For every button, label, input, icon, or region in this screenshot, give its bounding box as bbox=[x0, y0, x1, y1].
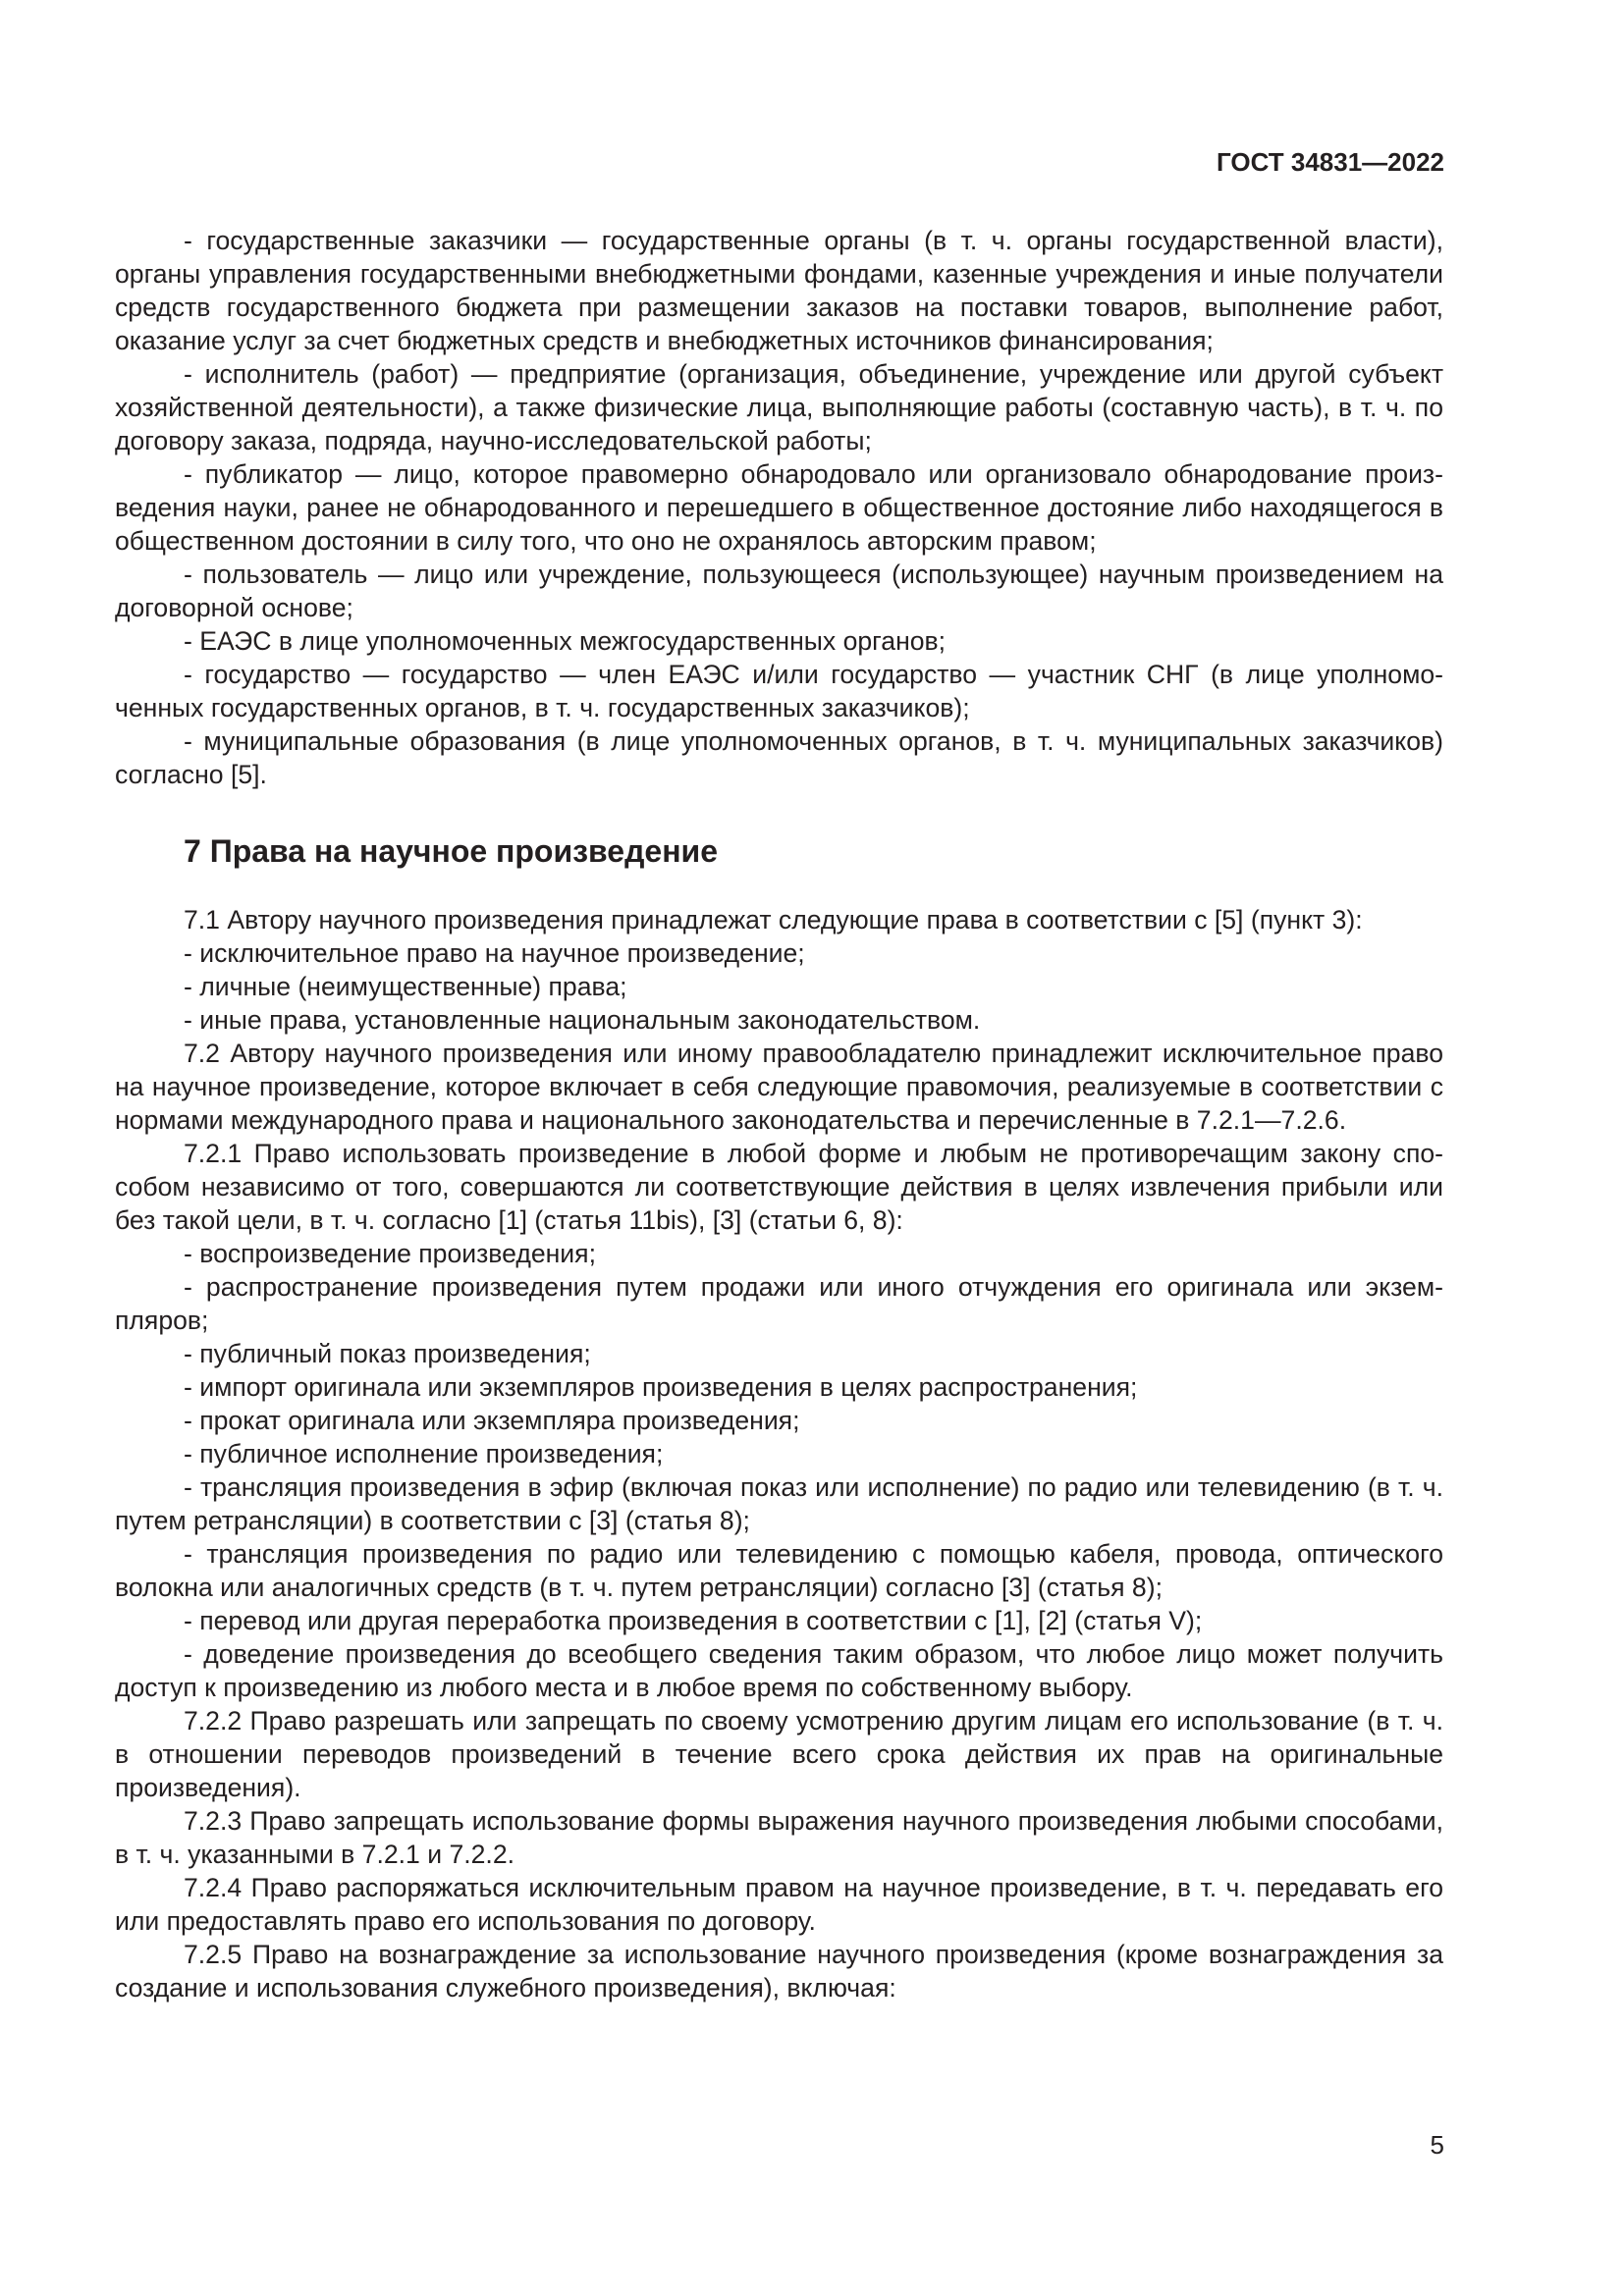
paragraph: - муниципальные образования (в лице уполномоченных органов, в т. ч. муниципальных заказчиков) согласно [5]. bbox=[115, 726, 1443, 789]
paragraph: 7.1 Автору научного произведения принадлежат следующие права в соответствии с [5] (пункт 3): bbox=[184, 905, 1363, 934]
paragraph: - трансляция произведения по радио или телевидению с помощью кабеля, провода, оптического волокна или аналогичных средств (в т. ч. путем ретрансляции) согласно [3] (статья 8); bbox=[115, 1539, 1443, 1602]
paragraph: 7.2.5 Право на вознаграждение за использование научного произведения (кроме вознаграждения за создание и использования служебного произведения), включая: bbox=[115, 1940, 1443, 2002]
paragraph: - ЕАЭС в лице уполномоченных межгосударственных органов; bbox=[184, 626, 947, 656]
paragraph: - трансляция произведения в эфир (включая показ или исполнение) по радио или телевидению (в т. ч. путем ретрансляции) в соответствии с [3] (статья 8); bbox=[115, 1472, 1443, 1535]
paragraph: - пользователь — лицо или учреждение, пользующееся (использующее) научным произведением на договорной основе; bbox=[115, 560, 1443, 622]
paragraph: - распространение произведения путем продажи или иного отчуждения его оригинала или экземпляров; bbox=[115, 1272, 1443, 1335]
paragraph: - публичный показ произведения; bbox=[184, 1339, 591, 1368]
paragraph: - исключительное право на научное произведение; bbox=[184, 938, 805, 968]
paragraph: - прокат оригинала или экземпляра произведения; bbox=[184, 1406, 800, 1435]
document-header-id: ГОСТ 34831—2022 bbox=[1217, 147, 1444, 177]
paragraph: - публикатор — лицо, которое правомерно обнародовало или организовало обнародование произведения науки, ранее не обнародованного и перешедшего в общественное достояние либо находящегося в общественном достоянии в силу того, что оно не охранялось авторским правом; bbox=[115, 459, 1443, 556]
paragraph: - доведение произведения до всеобщего сведения таким образом, что любое лицо может получить доступ к произведению из любого места и в любое время по собственному выбору. bbox=[115, 1639, 1443, 1702]
paragraph: 7.2.4 Право распоряжаться исключительным правом на научное произведение, в т. ч. передавать его или предоставлять право его использования по договору. bbox=[115, 1873, 1443, 1936]
paragraph: - иные права, установленные национальным законодательством. bbox=[184, 1005, 981, 1035]
paragraph: 7.2.1 Право использовать произведение в любой форме и любым не противоречащим закону способом независимо от того, совершаются ли соответствующие действия в целях извлечения прибыли или без такой цели, в т. ч. согласно [1] (статья 11bis), [3] (статьи 6, 8): bbox=[115, 1139, 1443, 1235]
paragraph: - воспроизведение произведения; bbox=[184, 1239, 596, 1268]
document-body bbox=[115, 224, 1443, 2004]
paragraph: 7.2 Автору научного произведения или иному правообладателю принадлежит исключительное право на научное произведение, которое включает в себя следующие правомочия, реализуемые в соответствии с нормами международного права и национального законодательства и перечисленные в 7.2.1—7.2.6. bbox=[115, 1039, 1443, 1135]
page-number: 5 bbox=[1430, 2130, 1444, 2160]
paragraph: - перевод или другая переработка произведения в соответствии с [1], [2] (статья V); bbox=[184, 1606, 1203, 1635]
paragraph: - государство — государство — член ЕАЭС и/или государство — участник СНГ (в лице уполномоченных государственных органов, в т. ч. государственных заказчиков); bbox=[115, 660, 1443, 722]
paragraph: 7.2.3 Право запрещать использование формы выражения научного произведения любыми способами, в т. ч. указанными в 7.2.1 и 7.2.2. bbox=[115, 1806, 1443, 1869]
paragraph: 7.2.2 Право разрешать или запрещать по своему усмотрению другим лицам его использование (в т. ч. в отношении переводов произведений в течение всего срока действия их прав на оригинальные произведения). bbox=[115, 1706, 1443, 1802]
paragraph: - исполнитель (работ) — предприятие (организация, объединение, учреждение или другой субъект хозяйственной деятельности), а также физические лица, выполняющие работы (составную часть), в т. ч. по договору заказа, подряда, научно-исследовательской работы; bbox=[115, 359, 1443, 455]
paragraph: - личные (неимущественные) права; bbox=[184, 972, 627, 1001]
section-heading: 7 Права на научное произведение bbox=[184, 833, 718, 869]
paragraph: - импорт оригинала или экземпляров произведения в целях распространения; bbox=[184, 1372, 1138, 1402]
paragraph: - государственные заказчики — государственные органы (в т. ч. органы государственной власти), органы управления государственными внебюджетными фондами, казенные учреждения и иные получатели средств государственного бюджета при размещении заказов на поставки товаров, выполнение работ, оказание услуг за счет бюджетных средств и внебюджетных источников финансирования; bbox=[115, 226, 1443, 355]
paragraph: - публичное исполнение произведения; bbox=[184, 1439, 664, 1468]
